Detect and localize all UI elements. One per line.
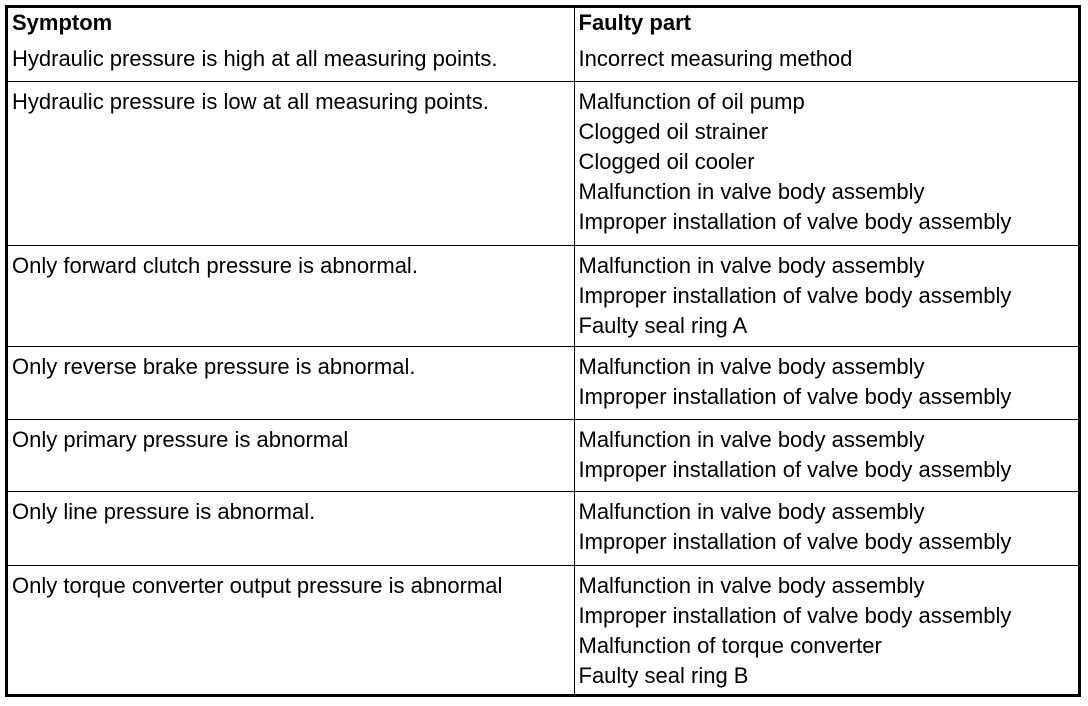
symptom-cell: Only forward clutch pressure is abnormal. xyxy=(8,245,574,347)
faulty-part-cell xyxy=(574,419,1078,491)
faulty-part-item: Malfunction of torque converter xyxy=(578,632,882,658)
table-row xyxy=(8,245,1078,347)
faulty-part-item: Malfunction in valve body assembly xyxy=(578,572,925,598)
symptom-cell: Only torque converter output pressure is abnormal xyxy=(8,565,574,694)
faulty-part-item: Improper installation of valve body assembly xyxy=(578,456,1012,482)
table-row xyxy=(8,492,1078,565)
faulty-part-cell xyxy=(574,245,1078,347)
table-row xyxy=(8,419,1078,491)
faulty-part-item: Faulty seal ring B xyxy=(578,662,749,688)
table-row xyxy=(8,40,1078,81)
faulty-part-cell xyxy=(574,565,1078,694)
troubleshooting-table-frame xyxy=(5,5,1081,697)
table-row xyxy=(8,81,1078,245)
faulty-part-item: Clogged oil strainer xyxy=(578,118,769,144)
faulty-part-item: Malfunction in valve body assembly xyxy=(578,252,925,278)
faulty-part-item: Malfunction in valve body assembly xyxy=(578,499,925,525)
faulty-part-item: Malfunction in valve body assembly xyxy=(578,426,925,452)
header-symptom: Symptom xyxy=(8,8,574,40)
faulty-part-cell xyxy=(574,347,1078,419)
faulty-part-cell xyxy=(574,81,1078,245)
symptom-cell: Only reverse brake pressure is abnormal. xyxy=(8,347,574,419)
table-row xyxy=(8,565,1078,694)
symptom-cell: Hydraulic pressure is low at all measuring points. xyxy=(8,81,574,245)
table-row xyxy=(8,347,1078,419)
faulty-part-item: Improper installation of valve body assembly xyxy=(578,384,1012,410)
faulty-part-item: Improper installation of valve body assembly xyxy=(578,282,1012,308)
faulty-part-item: Malfunction in valve body assembly xyxy=(578,354,925,380)
header-faulty-part: Faulty part xyxy=(574,8,1078,40)
faulty-part-item: Clogged oil cooler xyxy=(578,148,755,174)
faulty-part-item: Faulty seal ring A xyxy=(578,312,748,338)
table-header-row xyxy=(8,8,1078,40)
symptom-cell: Only primary pressure is abnormal xyxy=(8,419,574,491)
faulty-part-item: Malfunction in valve body assembly xyxy=(578,178,925,204)
symptom-cell: Only line pressure is abnormal. xyxy=(8,492,574,565)
faulty-part-item: Improper installation of valve body assembly xyxy=(578,208,1012,234)
faulty-part-item: Improper installation of valve body assembly xyxy=(578,602,1012,628)
faulty-part-cell xyxy=(574,492,1078,565)
faulty-part-item: Incorrect measuring method xyxy=(578,46,853,71)
faulty-part-cell xyxy=(574,40,1078,81)
symptom-cell: Hydraulic pressure is high at all measuring points. xyxy=(8,40,574,81)
faulty-part-item: Improper installation of valve body assembly xyxy=(578,529,1012,555)
troubleshooting-table xyxy=(8,8,1078,694)
faulty-part-item: Malfunction of oil pump xyxy=(578,88,805,114)
